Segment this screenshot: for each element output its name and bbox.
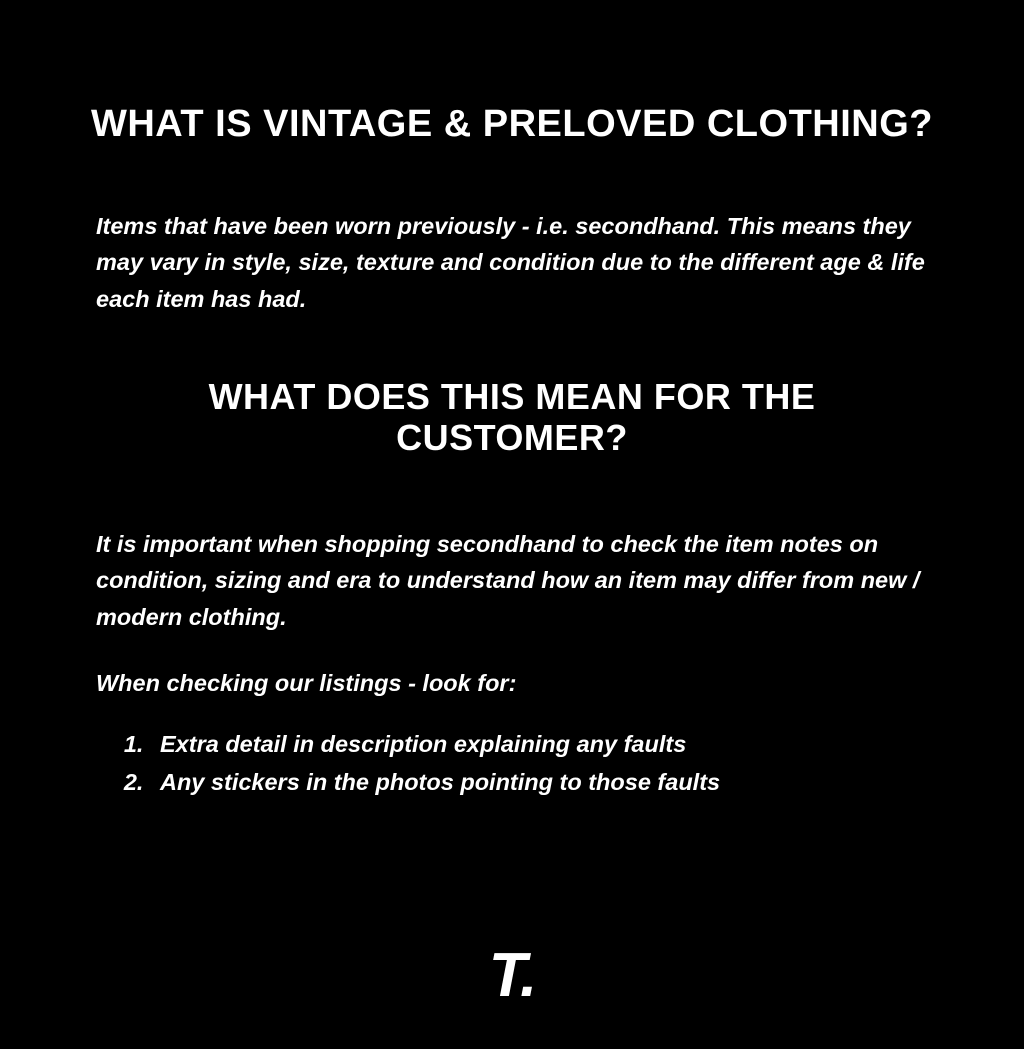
checklist	[0, 725, 1024, 801]
poster-canvas	[0, 25, 1024, 1049]
paragraph-listings-prompt: When checking our listings - look for:	[96, 670, 517, 697]
section-heading-customer: WHAT DOES THIS MEAN FOR THE CUSTOMER?	[208, 376, 816, 458]
paragraph-definition: Items that have been worn previously - i.e. secondhand. This means they may vary in style, size, texture and condition due to the different age & life each item has had.	[96, 213, 925, 312]
brand-logo	[0, 941, 1024, 1011]
page-title: WHAT IS VINTAGE & PRELOVED CLOTHING?	[90, 103, 934, 146]
list-item: 2. Any stickers in the photos pointing to those faults	[150, 763, 1024, 801]
paragraph-customer-advice: It is important when shopping secondhand to check the item notes on condition, sizing and era to understand how an item may differ from new / modern clothing.	[96, 530, 920, 630]
list-item: 1. Extra detail in description explaining any faults	[150, 725, 1024, 763]
logo-mark-t: T.	[488, 941, 536, 1011]
